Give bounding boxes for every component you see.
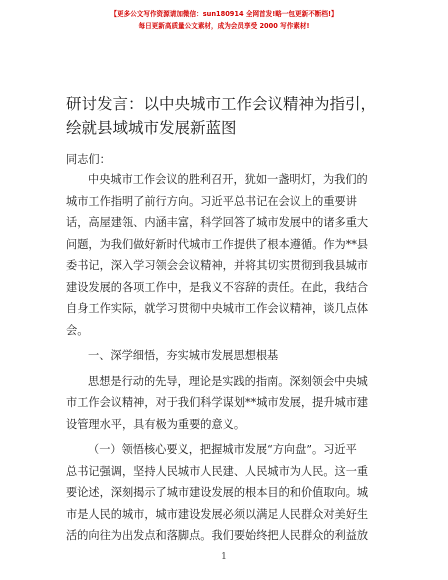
- promo-banner-line-2: 每日更新高质量公文素材，成为会员享受 2000 写作素材!: [138, 22, 310, 30]
- section-heading: 一、深学细悟，夯实城市发展思想根基: [88, 349, 279, 362]
- body-line: 话，高屋建瓴、内涵丰富，科学回答了城市发展中的诸多重大: [66, 216, 369, 229]
- document-title: [66, 92, 408, 140]
- body-line: 市是人民的城市，城市建设发展必须以满足人民群众对美好生: [66, 507, 369, 521]
- body-line: 总书记强调，坚持人民城市人民建、人民城市为人民。这一重: [66, 464, 369, 478]
- body-line: 建设发展的各项工作中，是我义不容辞的责任。在此，我结合: [66, 280, 369, 294]
- body-line: 要论述，深刻揭示了城市建设发展的根本目的和价值取向。城: [66, 486, 369, 499]
- body-line: 问题，为我们做好新时代城市工作提供了根本遵循。作为**县: [66, 237, 369, 251]
- title-line-1: 研讨发言：以中央城市工作会议精神为指引，: [66, 95, 377, 113]
- body-line: 会。: [66, 323, 89, 337]
- body-line: 委书记，深入学习领会会议精神，并将其切实贯彻到我县城市: [66, 259, 369, 272]
- page-number: 1: [221, 551, 227, 562]
- body-line: 思想是行动的先导，理论是实践的指南。深刻领会中央城: [88, 374, 368, 388]
- subsection-line: （一）领悟核心要义，把握城市发展“方向盘”。习近平: [88, 443, 357, 456]
- body-line: 自身工作实际，就学习贯彻中央城市工作会议精神，谈几点体: [66, 302, 369, 315]
- promo-banner-line-1: 【更多公文写作资源请加微信：sun180914 全网首发!略一包更新不断档!】: [110, 10, 338, 18]
- body-line: 中央城市工作会议的胜利召开，犹如一盏明灯，为我们的: [88, 173, 368, 186]
- body-line: 城市工作指明了前行方向。习近平总书记在会议上的重要讲: [66, 194, 357, 208]
- body-line: 市工作会议精神，对于我们科学谋划**城市发展，提升城市建: [66, 396, 369, 409]
- body-line: 设管理水平，具有极为重要的意义。: [66, 417, 246, 431]
- promo-banner: [0, 8, 448, 32]
- body-line: 活的向往为出发点和落脚点。我们要始终把人民群众的利益放: [66, 529, 369, 542]
- title-line-2: 绘就县域城市发展新蓝图: [66, 119, 237, 137]
- greeting: 同志们：: [66, 153, 111, 166]
